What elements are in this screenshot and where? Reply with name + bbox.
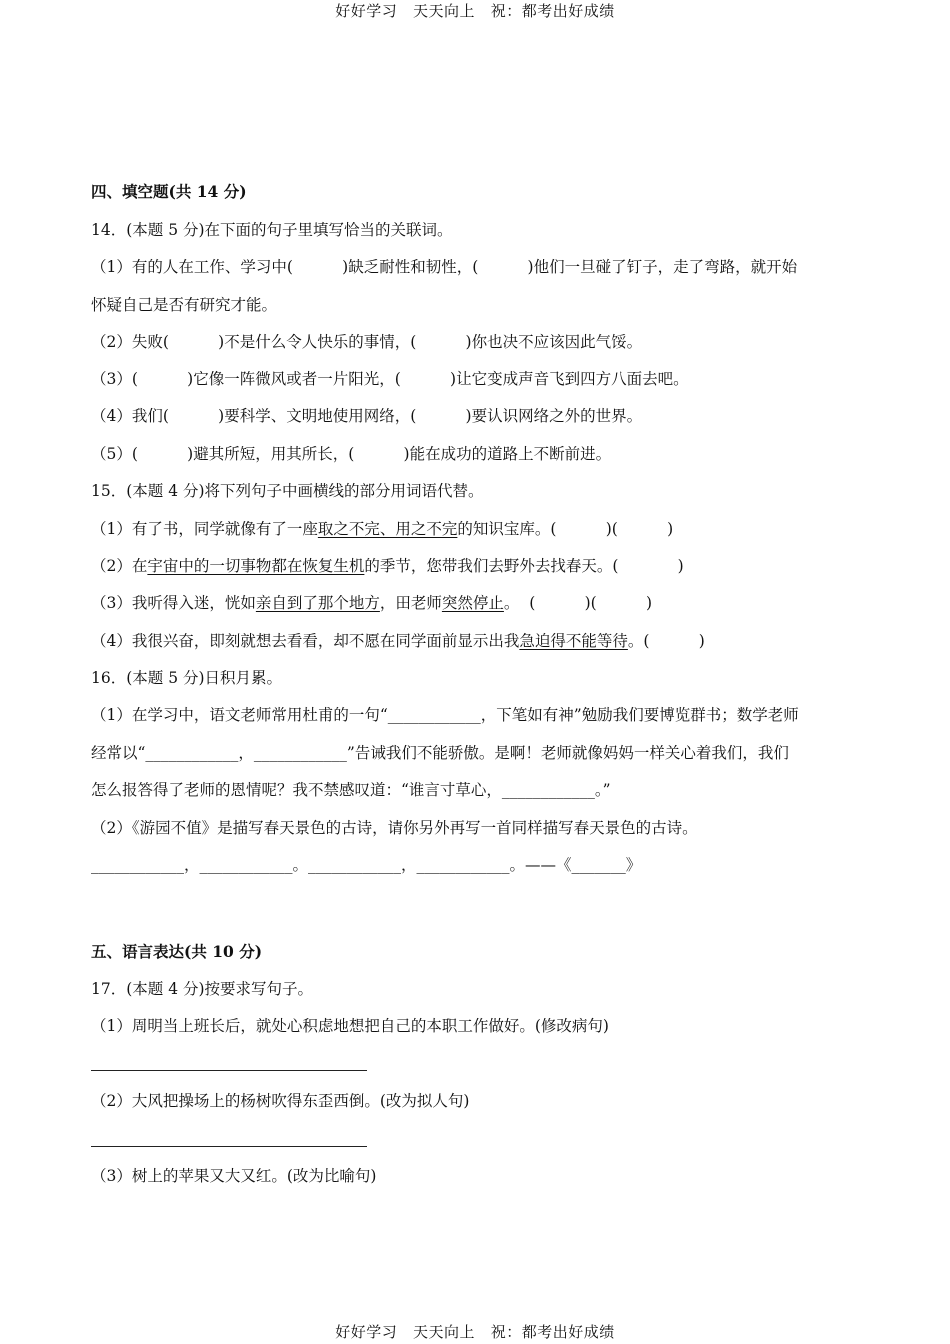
page-header: 好好学习 天天向上 祝：都考出好成绩 (335, 2, 615, 20)
q16-line-3: 怎么报答得了老师的恩情呢？我不禁感叹道：“谁言寸草心，____________。” (91, 781, 611, 799)
q14-item-5: （5）( )避其所短，用其所长，( )能在成功的道路上不断前进。 (91, 445, 612, 463)
answer-line (91, 1070, 367, 1071)
q15-item-4: （4）我很兴奋，即刻就想去看看，却不愿在同学面前显示出我急迫得不能等待。( ) (91, 632, 705, 650)
underlined-phrase: 急迫得不能等待 (519, 632, 628, 650)
page-footer: 好好学习 天天向上 祝：都考出好成绩 (335, 1323, 615, 1341)
answer-line (91, 1146, 367, 1147)
q14-item-1: （1）有的人在工作、学习中( )缺乏耐性和韧性，( )他们一旦碰了钉子，走了弯路，就开始 (91, 258, 798, 276)
q16-line-2: 经常以“____________，____________”告诫我们不能骄傲。是啊！老师就像妈妈一样关心着我们，我们 (91, 744, 789, 762)
q16-line-1: （1）在学习中，语文老师常用杜甫的一句“____________，下笔如有神”勉励我们要博览群书；数学老师 (91, 706, 799, 724)
q14-stem: 14．(本题 5 分)在下面的句子里填写恰当的关联词。 (91, 221, 453, 239)
section-title-5: 五、语言表达(共 10 分) (91, 942, 263, 961)
q16-stem: 16．(本题 5 分)日积月累。 (91, 669, 283, 687)
q16-line-4: （2）《游园不值》是描写春天景色的古诗，请你另外再写一首同样描写春天景色的古诗。 (91, 819, 698, 837)
section-title-4: 四、填空题(共 14 分) (91, 182, 247, 201)
q15-item-3: （3）我听得入迷，恍如亲自到了那个地方，田老师突然停止。 ( )( ) (91, 594, 653, 612)
underlined-phrase: 亲自到了那个地方 (255, 594, 380, 612)
q14-item-1-cont: 怀疑自己是否有研究才能。 (91, 296, 278, 314)
q15-item-2: （2）在宇宙中的一切事物都在恢复生机的季节，您带我们去野外去找春天。( ) (91, 557, 684, 575)
underlined-phrase: 宇宙中的一切事物都在恢复生机 (147, 557, 365, 575)
q17-stem: 17．(本题 4 分)按要求写句子。 (91, 980, 314, 998)
underlined-phrase: 突然停止 (441, 594, 504, 612)
q15-stem: 15．(本题 4 分)将下列句子中画横线的部分用词语代替。 (91, 482, 484, 500)
q16-line-5: ____________，____________。____________，____________。——《_______》 (91, 856, 642, 874)
q15-item-1: （1）有了书，同学就像有了一座取之不完、用之不完的知识宝库。( )( ) (91, 520, 674, 538)
underlined-phrase: 取之不完、用之不完 (317, 520, 458, 538)
q14-item-2: （2）失败( )不是什么令人快乐的事情，( )你也决不应该因此气馁。 (91, 333, 643, 351)
q17-item-1: （1）周明当上班长后，就处心积虑地想把自己的本职工作做好。(修改病句) (91, 1017, 609, 1035)
q17-item-3: （3）树上的苹果又大又红。(改为比喻句) (91, 1167, 377, 1185)
q14-item-3: （3）( )它像一阵微风或者一片阳光，( )让它变成声音飞到四方八面去吧。 (91, 370, 689, 388)
q17-item-2: （2）大风把操场上的杨树吹得东歪西倒。(改为拟人句) (91, 1092, 470, 1110)
q14-item-4: （4）我们( )要科学、文明地使用网络，( )要认识网络之外的世界。 (91, 407, 643, 425)
